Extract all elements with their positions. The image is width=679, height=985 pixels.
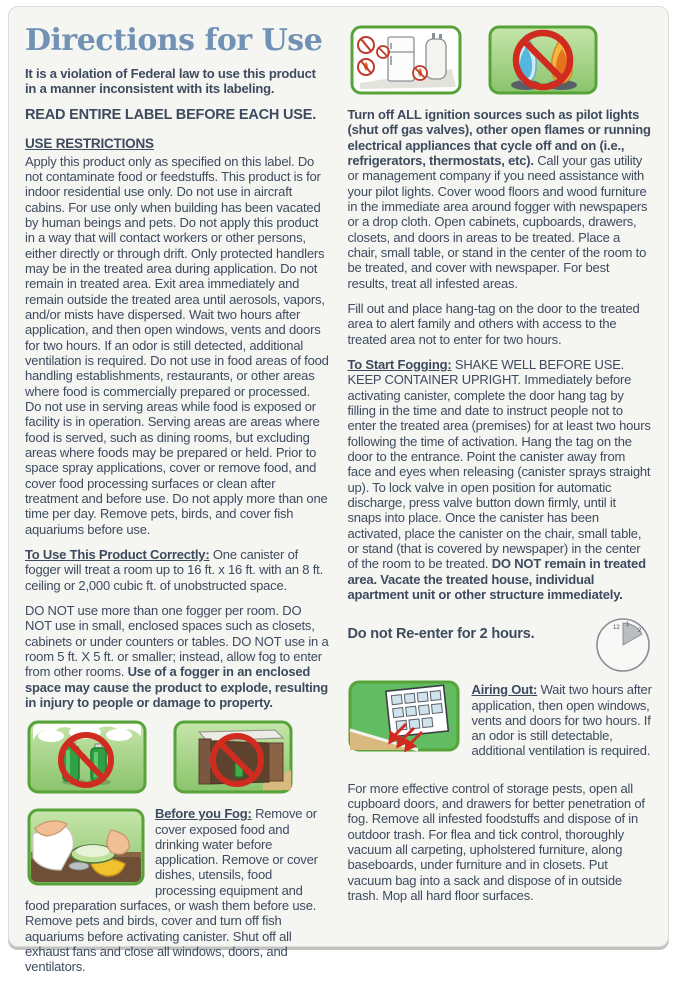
storage-pests-paragraph: For more effective control of storage pests, open all cupboard doors, and drawers for better penetration of fog. Remove all infested foodstuffs and dispose of in outdoor trash. For flea and tick control, thoroughly vacuum all carpeting, upholstered furniture, along baseboards, under furniture and in closets. Put vacuum bag into a sack and dispose of in outside trash. Mop all hard floor surfaces. (347, 780, 645, 904)
airing-out-section (348, 680, 653, 769)
no-multiple-foggers-icon (27, 720, 147, 794)
federal-law-notice: It is a violation of Federal law to use this product in a manner inconsistent with its labeling. (25, 66, 316, 97)
before-fog-paragraph: Before you Fog: Remove or cover exposed food and drinking water before application. Remove or cover dishes, utensils, food processing equipment and food preparation surfaces, or wash them before use. Remove pets and birds, cover and turn off fish aquariums before activating canister. Shut off all exhaust fans and close all windows, doors, and ventilators. (25, 806, 318, 975)
two-hour-clock-icon (594, 616, 652, 674)
use-restrictions-heading: USE RESTRICTIONS (25, 135, 154, 151)
before-fog-section (25, 806, 330, 985)
to-use-correctly-paragraph: To Use This Product Correctly: One canister of fogger will treat a room up to 16 ft. x 16 ft. with an 8 ft. ceiling or 2,000 cubic ft. of unobstructed space. (25, 546, 323, 593)
left-art-row (27, 720, 330, 794)
do-not-warning-paragraph: DO NOT use more than one fogger per room. DO NOT use in small, enclosed spaces such as closets, cabinets or under counters or tables. DO NOT use in a room 5 ft. X 5 ft. or smaller; instead, allow fog to enter from other rooms. Use of a fogger in an enclosed space may cause the product to explode, resulting in injury to people or damage to property. (25, 602, 329, 710)
svg-text:2: 2 (638, 628, 642, 635)
do-not-reenter-text: Do not Re-enter for 2 hours. (347, 626, 535, 643)
read-entire-label: READ ENTIRE LABEL BEFORE EACH USE. (25, 106, 317, 123)
label-card (8, 6, 669, 975)
use-restrictions-body: Apply this product only as specified on this label. Do not contaminate food or feedstuffs. This product is for indoor residential use only. Do not use in aircraft cabins. For use only when building has been vacated by human beings and pets. Do not apply this product in a way that will contact workers or other persons, either directly or through drift. Only protected handlers may be in the treated area during application. Do not remain in treated area. Exit area immediately and remain outside the treated area until aerosols, vapors, and/or mists have dispersed. Wait two hours after application, and then open windows, vents and doors for two hours. If an odor is still detected, additional ventilation is required. Do not use in food areas of food handling establishments, restaurants, or other areas where food is commercially prepared or processed. Do not use in serving areas while food is exposed or facility is in operation. Serving areas are areas where food is served, such as dining rooms, but excluding areas where foods may be prepared or held. Prior to space spray applications, cover or remove food, and cover food processing surfaces or clean after treatment and before use. Do not apply more than one time per day. Remove pets, birds, and cover fish aquariums before use. (25, 153, 329, 537)
svg-text:1: 1 (626, 622, 630, 629)
page-title: Directions for Use (25, 23, 323, 58)
no-open-flames-icon (488, 25, 598, 95)
airing-out-paragraph: Airing Out: Wait two hours after application, then open windows, vents and doors for two hours. If an odor is still detectable, additional ventilation is required. (471, 682, 652, 759)
reenter-row (348, 616, 653, 674)
airing-out-window-icon (348, 680, 460, 752)
right-art-row (350, 25, 653, 95)
right-column (348, 21, 653, 985)
cover-food-icon (27, 808, 145, 886)
left-column (25, 21, 330, 985)
hang-tag-paragraph: Fill out and place hang-tag on the door to the treated area to alert family and others with access to the treated area not to enter for two hours. (347, 300, 640, 347)
svg-text:12: 12 (613, 625, 620, 632)
no-ignition-appliances-icon (350, 25, 462, 95)
no-under-counter-icon (173, 720, 293, 794)
ignition-sources-paragraph: Turn off ALL ignition sources such as pilot lights (shut off gas valves), other open flames or running electrical appliances that cycle off and on (i.e., refrigerators, thermostats, etc). Call your gas utility or management company if you need assistance with your pilot lights. Cover wood floors and wood furniture in the immediate area around fogger with newspapers or a drop cloth. Open cabinets, cupboards, drawers, closets, and doors in areas to be treated. Place a chair, small table, or stand in the center of the room to be treated, and cover with newspaper. For best results, treat all infested areas. (347, 107, 651, 291)
to-start-fogging-paragraph: To Start Fogging: SHAKE WELL BEFORE USE. KEEP CONTAINER UPRIGHT. Immediately before activating canister, complete the door hang tag by filling in the time and date to instruct people not to enter the treated area (premises) for at least two hours following the time of activation. Hang the tag on the door to the entrance. Point the canister away from face and eyes when releasing (canister sprays straight up). To lock valve in open position for automatic discharge, press valve button down firmly, until it snaps into place. Once the canister has been activated, place the canister on the chair, small table, or stand (that is covered by newspaper) in the center of the room to be treated. DO NOT remain in treated area. Vacate the treated house, individual apartment unit or other structure immediately. (347, 356, 651, 602)
